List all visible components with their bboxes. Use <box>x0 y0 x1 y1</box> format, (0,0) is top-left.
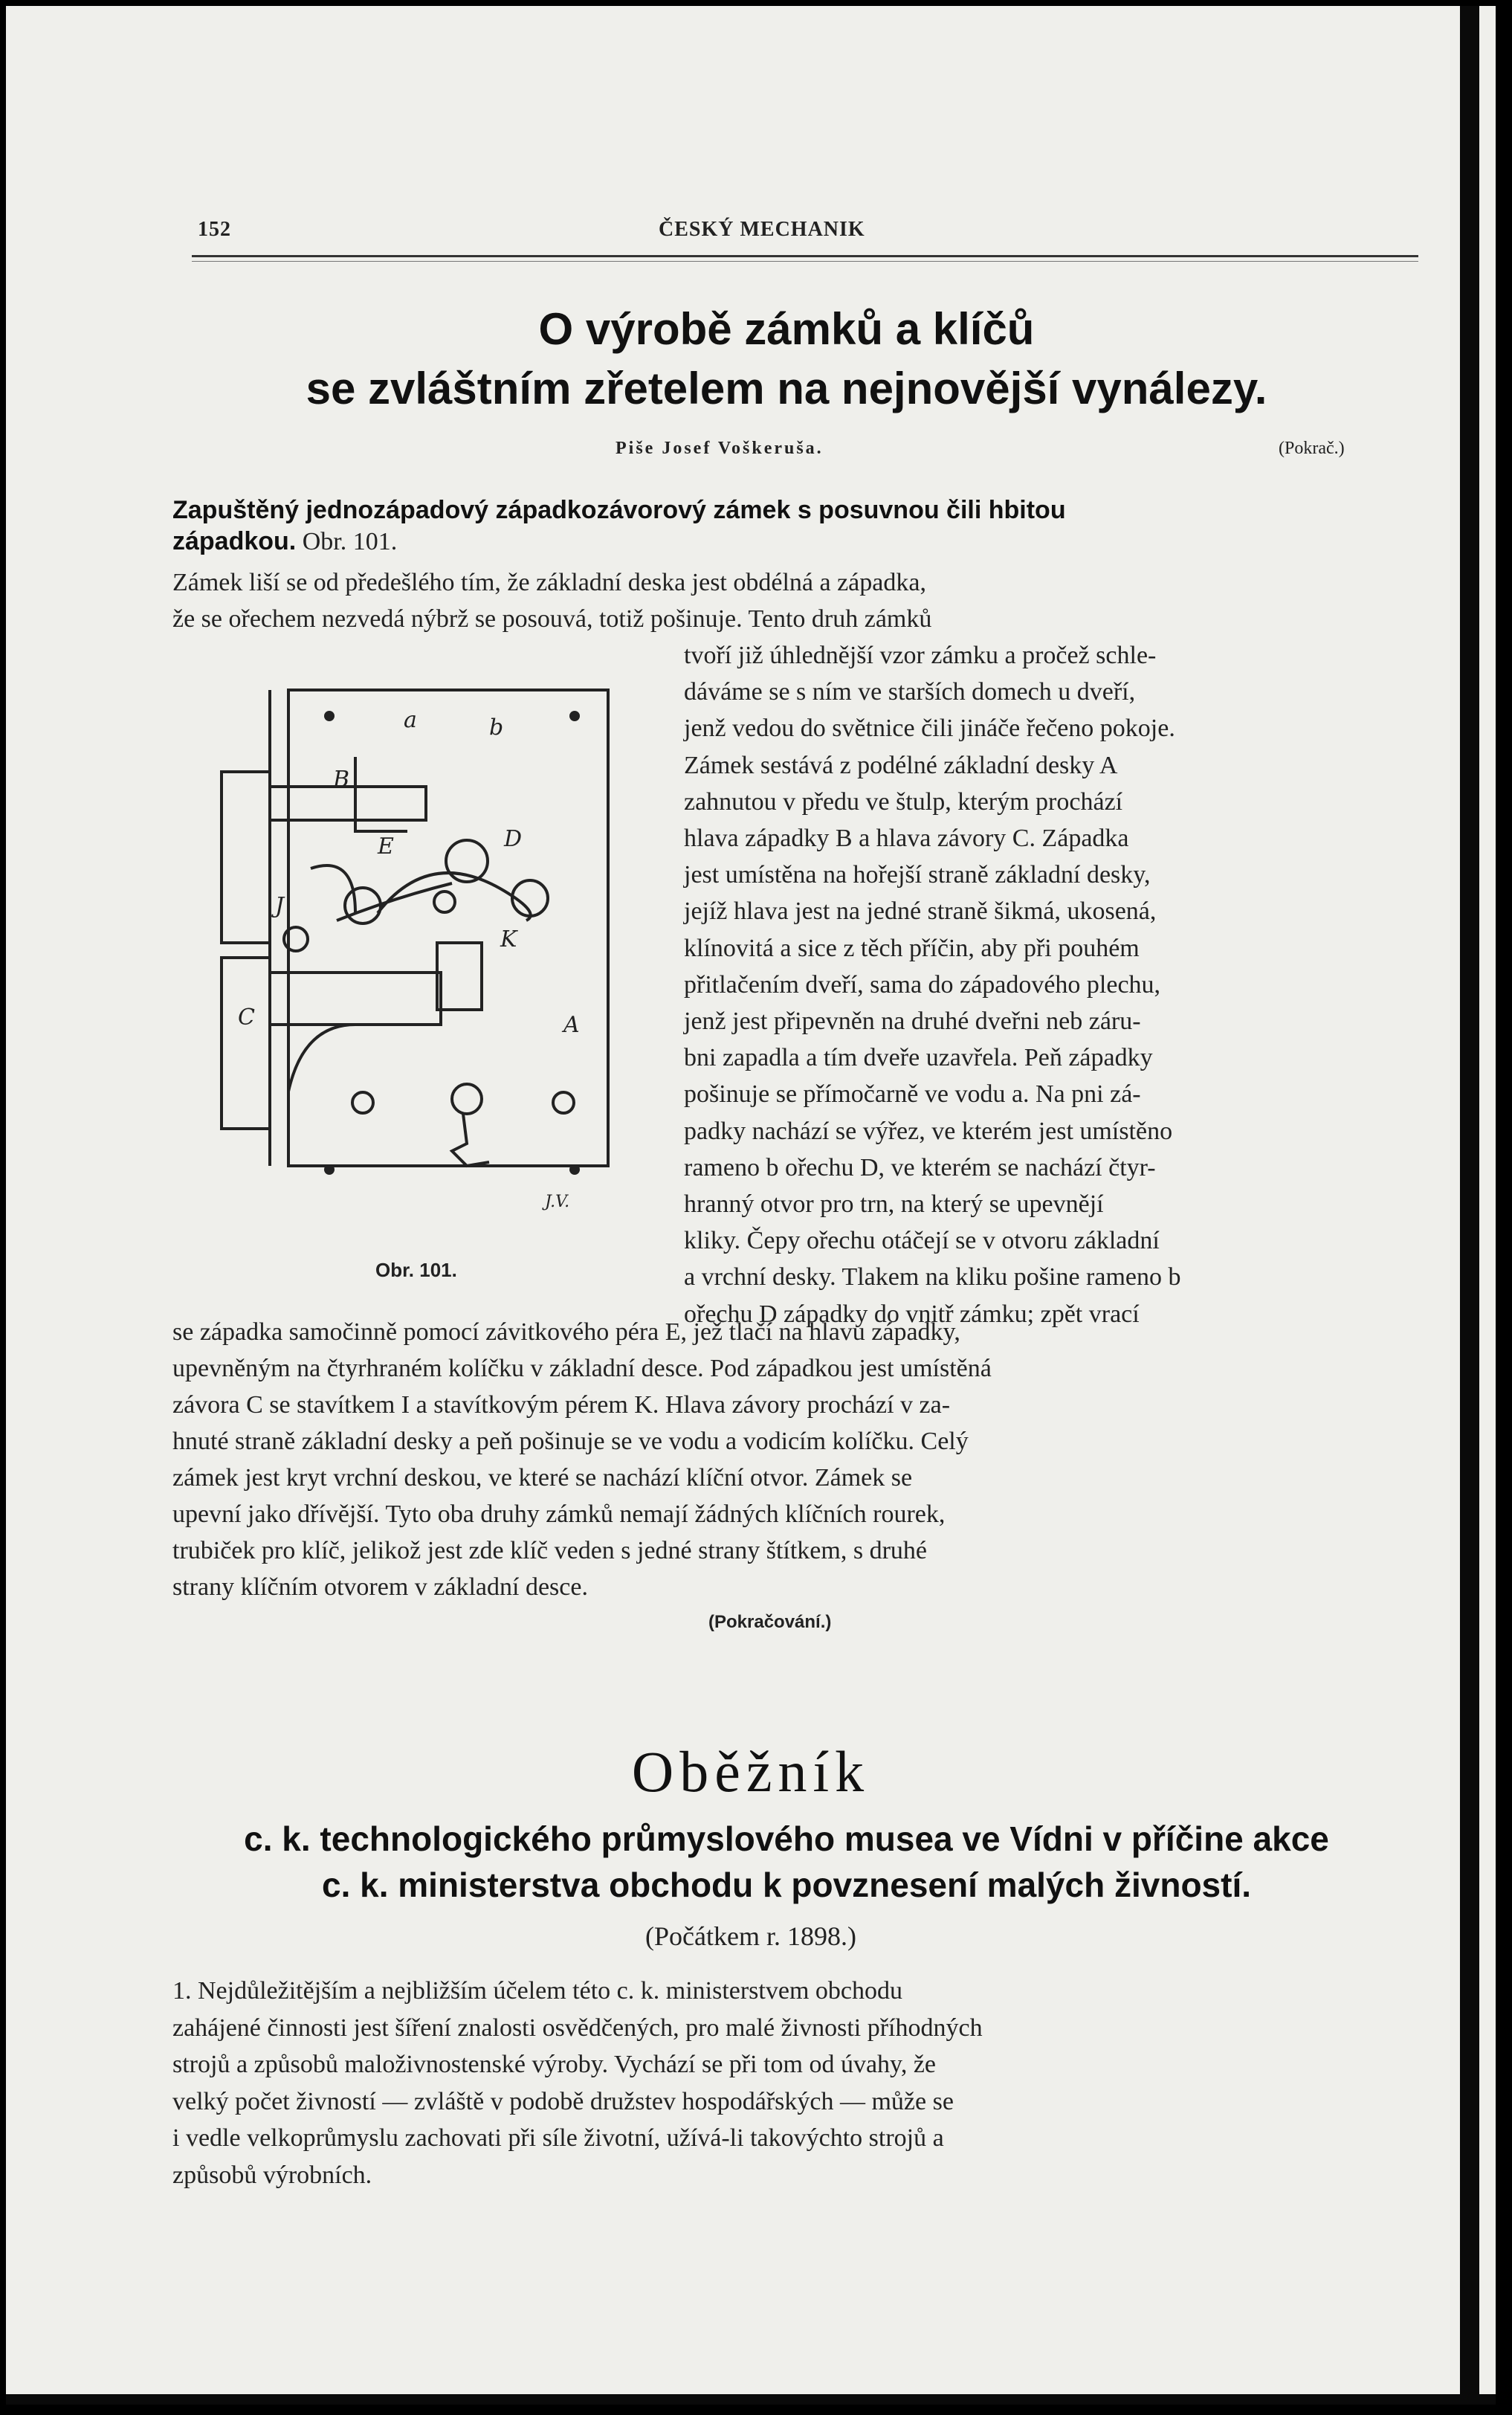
scan-border-right <box>1460 6 1479 2405</box>
bolt-head-C <box>222 958 270 1129</box>
text-line: zahnutou v předu ve štulp, kterým prochází <box>684 787 1123 816</box>
to-be-continued: (Pokračování.) <box>708 1612 832 1632</box>
text-line: padky nachází se výřez, ve kterém jest umístěno <box>684 1117 1173 1145</box>
corner-screw <box>569 1164 580 1175</box>
text-line: ořechu D západky do vnitř zámku; zpět vrací <box>684 1300 1140 1328</box>
scanned-page <box>6 6 1496 2405</box>
article-title-line-2: se zvláštním zřetelem na nejnovější vynálezy. <box>306 364 1267 413</box>
text-line: zahájené činnosti jest šíření znalosti osvědčených, pro malé živnosti příhodných <box>172 2013 983 2042</box>
text-line: 1. Nejdůležitějším a nejbližším účelem této c. k. ministerstvem obchodu <box>172 1977 902 2005</box>
keyhole-top <box>452 1084 482 1114</box>
text-line: rameno b ořechu D, ve kterém se nachází čtyr- <box>684 1153 1156 1181</box>
keyhole-slot <box>452 1114 489 1166</box>
text-line: trubiček pro klíč, jelikož jest zde klíč veden s jedné strany štítkem, s druhé <box>172 1537 927 1564</box>
corner-screw <box>569 711 580 721</box>
text-line: upevněným na čtyrhraném kolíčku v základní desce. Pod západkou jest umístěná <box>172 1355 992 1382</box>
text-line: i vedle velkoprůmyslu zachovati při síle životní, užívá-li takovýchto strojů a <box>172 2124 944 2152</box>
lock-figure-101 <box>207 675 623 1210</box>
text-line: jest umístěna na hořejší straně základní desky, <box>684 861 1151 889</box>
figure-caption: Obr. 101. <box>375 1259 457 1281</box>
scan-border-bottom <box>6 2394 1496 2405</box>
label-A: A <box>563 1012 580 1038</box>
text-line: tvoří již úhlednější vzor zámku a pročež schle- <box>684 642 1157 669</box>
corner-screw <box>324 711 335 721</box>
running-header <box>198 218 1417 245</box>
bolt-curve <box>288 1025 355 1092</box>
label-C: C <box>238 1005 255 1031</box>
text-line: dáváme se s ním ve starších domech u dveří, <box>684 678 1136 706</box>
figure-signature: J.V. <box>545 1193 570 1210</box>
article-byline: Piše Josef Voškeruša. <box>616 439 824 458</box>
subheading-line-2: západkou. Obr. 101. <box>172 527 398 555</box>
label-b: b <box>489 715 504 741</box>
label-D: D <box>504 826 523 852</box>
text-line: Zámek liší se od předešlého tím, že základní deska jest obdélná a západka, <box>172 569 926 596</box>
journal-title: ČESKÝ MECHANIK <box>659 218 865 241</box>
text-line: hranný otvor pro trn, na který se upevnějí <box>684 1190 1104 1218</box>
text-line: klínovitá a sice z těch příčin, aby při pouhém <box>684 934 1140 962</box>
latch-head-B <box>222 772 270 943</box>
label-I: J <box>275 893 285 919</box>
text-line: pošinuje se přímočarně ve vodu a. Na pni zá- <box>684 1080 1141 1109</box>
screw-left <box>352 1092 373 1113</box>
label-E: E <box>378 834 394 860</box>
lock-base-plate <box>288 690 608 1166</box>
screw-right <box>553 1092 574 1113</box>
corner-screw <box>324 1164 335 1175</box>
circular-title: Oběžník <box>631 1739 870 1804</box>
text-line: a vrchní desky. Tlakem na kliku pošine rameno b <box>684 1263 1181 1292</box>
text-line: hlava západky B a hlava závory C. Západka <box>684 825 1129 852</box>
bolt-bar <box>270 973 441 1025</box>
page-number: 152 <box>198 218 231 241</box>
header-rule-thin <box>192 261 1418 262</box>
bolt-tumbler <box>437 943 482 1010</box>
text-line: hnuté straně základní desky a peň pošinuje se ve vodu a vodicím kolíčku. Celý <box>172 1428 969 1455</box>
text-line: závora C se stavítkem I a stavítkovým pérem K. Hlava závory prochází v za- <box>172 1391 951 1419</box>
label-K: K <box>500 926 517 952</box>
circular-subtitle-line-1: c. k. technologického průmyslového musea ve Vídni v příčine akce <box>244 1819 1329 1858</box>
text-line: že se ořechem nezvedá nýbrž se posouvá, totiž pošinuje. Tento druh zámků <box>172 605 932 633</box>
text-line: jenž jest připevněn na druhé dveřni neb záru- <box>684 1007 1141 1035</box>
label-a: a <box>404 707 417 733</box>
text-line: Zámek sestává z podélné základní desky A <box>684 751 1118 779</box>
text-line: zámek jest kryt vrchní deskou, ve které se nachází klíční otvor. Zámek se <box>172 1464 913 1492</box>
text-line: velký počet živností — zvláště v podobě družstev hospodářských — může se <box>172 2087 954 2115</box>
text-line: kliky. Čepy ořechu otáčejí se v otvoru základní <box>684 1227 1160 1255</box>
circular-date: (Počátkem r. 1898.) <box>645 1921 856 1951</box>
text-line: jejíž hlava jest na jedné straně šikmá, ukosená, <box>684 897 1157 926</box>
header-rule <box>192 255 1418 257</box>
stud-center <box>434 891 455 912</box>
text-line: jenž vedou do světnice čili jináče řečeno pokoje. <box>684 715 1175 743</box>
text-line: se západka samočinně pomocí závitkového péra E, jež tlačí na hlavu západky, <box>172 1318 960 1346</box>
text-line: přitlačením dveří, sama do západového plechu, <box>684 970 1161 999</box>
label-B: B <box>333 767 350 793</box>
circular-subtitle-line-2: c. k. ministerstva obchodu k povznesení malých živností. <box>321 1866 1252 1904</box>
subheading-line-1: Zapuštěný jednozápadový západkozávorový zámek s posuvnou čili hbitou <box>172 496 1066 524</box>
text-line: strany klíčním otvorem v základní desce. <box>172 1573 588 1601</box>
text-line: strojů a způsobů maloživnostenské výroby. Vychází se při tom od úvahy, že <box>172 2051 937 2078</box>
continued-note: (Pokrač.) <box>1279 439 1345 458</box>
text-line: bni zapadla a tím dveře uzavřela. Peň západky <box>684 1044 1153 1072</box>
text-line: způsobů výrobních. <box>172 2161 372 2189</box>
text-line: upevní jako dřívější. Tyto oba druhy zámků nemají žádných klíčních rourek, <box>172 1500 946 1528</box>
article-title-line-1: O výrobě zámků a klíčů <box>538 304 1035 354</box>
